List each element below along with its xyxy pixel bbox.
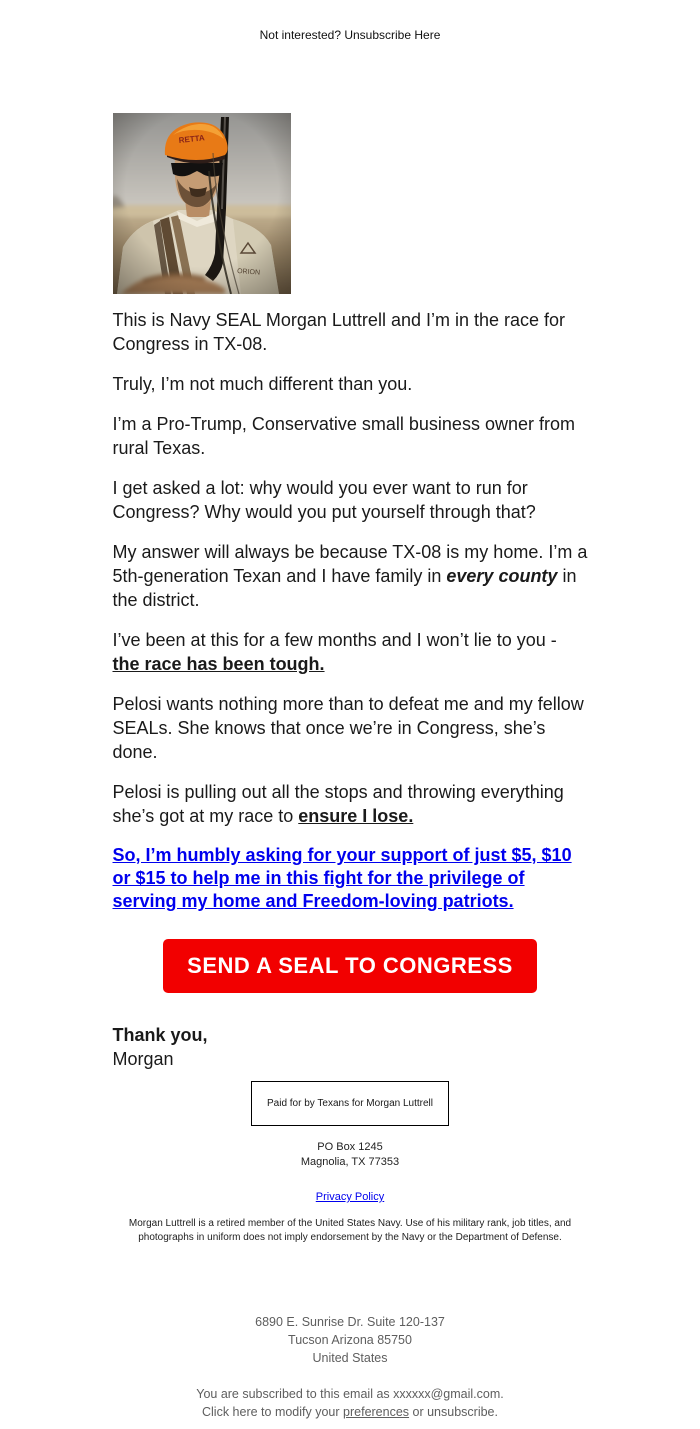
modify-suffix-text: or unsubscribe. xyxy=(409,1405,498,1419)
subscribed-line: You are subscribed to this email as xxxxxx@gmail.com. xyxy=(196,1387,504,1401)
paid-for-row xyxy=(0,1081,700,1126)
campaign-address-line2: Magnolia, TX 77353 xyxy=(300,1156,400,1168)
unsubscribe-link[interactable]: Unsubscribe Here xyxy=(344,28,441,42)
signature-block xyxy=(113,1023,588,1071)
paragraph-pelosi-stops-text: Pelosi is pulling out all the stops and throwing everything she’s got at my race to xyxy=(112,782,564,826)
footer-address-line1: 6890 E. Sunrise Dr. Suite 120-137 xyxy=(255,1315,445,1329)
paragraph-not-different xyxy=(113,372,588,396)
privacy-row xyxy=(0,1178,700,1205)
paragraph-race-tough-text: the race has been tough. xyxy=(112,654,325,674)
campaign-address-line1: PO Box 1245 xyxy=(317,1141,383,1153)
paragraph-my-answer-text: every county xyxy=(446,566,558,586)
preferences-link[interactable]: preferences xyxy=(343,1405,410,1419)
paragraph-asked-a-lot-text: I get asked a lot: why would you ever want to run for Congress? Why would you put yourself through that? xyxy=(112,478,536,522)
navy-disclaimer-text: Morgan Luttrell is a retired member of the United States Navy. Use of his military rank, job titles, and photographs in uniform does not imply endorsement by the Navy or the Department of Defense. xyxy=(128,1218,572,1243)
footer-subscription xyxy=(0,1385,700,1421)
donation-appeal-link[interactable] xyxy=(113,844,588,913)
campaign-address xyxy=(0,1140,700,1170)
intro-paragraph-text: This is Navy SEAL Morgan Luttrell and I’m in the race for Congress in TX-08. xyxy=(112,310,566,354)
footer-address-line3: United States xyxy=(312,1351,388,1365)
privacy-policy-link[interactable]: Privacy Policy xyxy=(315,1191,385,1203)
paragraph-pro-trump xyxy=(113,412,588,460)
paragraph-my-answer-text: in the district. xyxy=(112,566,577,610)
candidate-photo xyxy=(113,113,291,294)
header-unsubscribe-line xyxy=(0,0,700,43)
paragraph-pelosi-stops xyxy=(113,780,588,828)
unsubscribe-prefix-text: Not interested? xyxy=(259,28,345,42)
signature-name: Morgan xyxy=(112,1049,174,1069)
candidate-photo-illustration xyxy=(113,113,291,294)
paid-for-disclaimer-box: Paid for by Texans for Morgan Luttrell xyxy=(251,1081,449,1126)
body-paragraphs xyxy=(113,308,588,913)
paragraph-race-tough xyxy=(113,628,588,676)
modify-line xyxy=(0,1403,700,1421)
paragraph-my-answer-text: My answer will always be because TX-08 is my home. I’m a 5th-generation Texan and I have family in xyxy=(112,542,588,586)
send-a-seal-button[interactable]: SEND A SEAL TO CONGRESS xyxy=(163,939,537,993)
donation-appeal-link-text[interactable]: So, I’m humbly asking for your support of just $5, $10 or $15 to help me in this fight for the privilege of serving my home and Freedom-loving patriots. xyxy=(112,845,572,911)
paragraph-my-answer xyxy=(113,540,588,612)
signature-thanks: Thank you, xyxy=(112,1025,208,1045)
paragraph-not-different-text: Truly, I’m not much different than you. xyxy=(112,374,413,394)
paragraph-asked-a-lot xyxy=(113,476,588,524)
cta-row xyxy=(0,939,700,993)
footer-address xyxy=(0,1313,700,1367)
modify-prefix-text: Click here to modify your xyxy=(202,1405,344,1419)
paragraph-pelosi-defeat-text: Pelosi wants nothing more than to defeat me and my fellow SEALs. She knows that once we’re in Congress, she’s done. xyxy=(112,694,584,762)
paragraph-pelosi-defeat xyxy=(113,692,588,764)
intro-paragraph xyxy=(113,308,588,356)
paragraph-pro-trump-text: I’m a Pro-Trump, Conservative small business owner from rural Texas. xyxy=(112,414,575,458)
paragraph-pelosi-stops-text: ensure I lose. xyxy=(298,806,414,826)
paragraph-race-tough-text: I’ve been at this for a few months and I won’t lie to you - xyxy=(112,630,557,650)
footer-address-line2: Tucson Arizona 85750 xyxy=(288,1333,412,1347)
